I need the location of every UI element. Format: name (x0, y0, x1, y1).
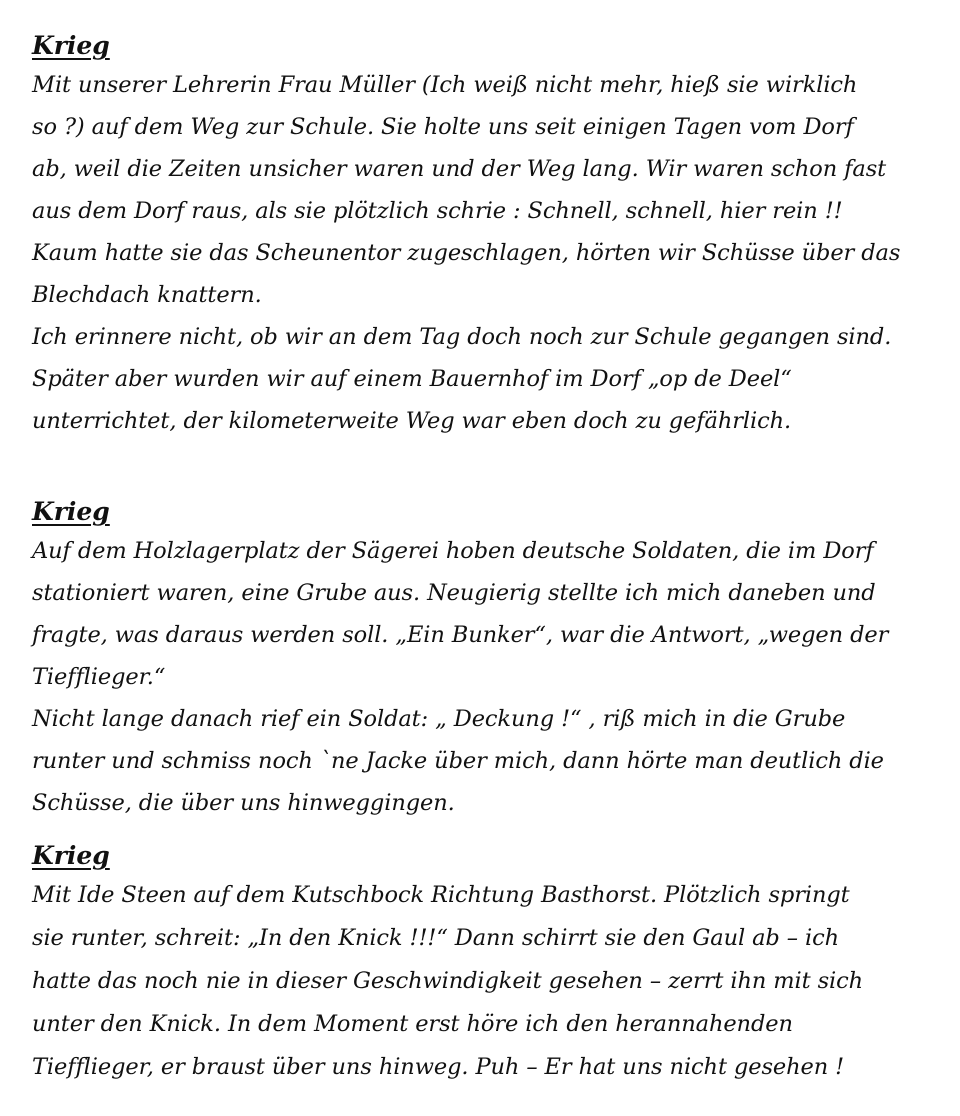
text-line: Tiefflieger, er braust über uns hinweg. Puh – Er hat uns nicht gesehen ! (32, 1054, 845, 1080)
text-line: Kaum hatte sie das Scheunentor zugeschlagen, hörten wir Schüsse über das (32, 240, 901, 266)
text-line: unter den Knick. In dem Moment erst höre ich den herannahenden (32, 1011, 793, 1037)
text-line: fragte, was daraus werden soll. „Ein Bunker“, war die Antwort, „wegen der (32, 622, 889, 648)
story-section-1 (32, 28, 932, 442)
story-section-2 (32, 494, 932, 824)
text-line: Blechdach knattern. (32, 282, 262, 308)
text-line: Tiefflieger.“ (32, 664, 166, 690)
text-line: aus dem Dorf raus, als sie plötzlich schrie : Schnell, schnell, hier rein !! (32, 198, 843, 224)
text-line: Ich erinnere nicht, ob wir an dem Tag doch noch zur Schule gegangen sind. (32, 324, 892, 350)
text-line: runter und schmiss noch `ne Jacke über mich, dann hörte man deutlich die (32, 748, 884, 774)
story-section-3 (32, 838, 932, 1089)
text-line: Mit unserer Lehrerin Frau Müller (Ich weiß nicht mehr, hieß sie wirklich (32, 72, 858, 98)
text-line: Schüsse, die über uns hinweggingen. (32, 790, 455, 816)
text-line: unterrichtet, der kilometerweite Weg war eben doch zu gefährlich. (32, 408, 792, 434)
section-heading: Krieg (32, 841, 110, 870)
text-line: Auf dem Holzlagerplatz der Sägerei hoben deutsche Soldaten, die im Dorf (32, 538, 874, 564)
text-line: so ?) auf dem Weg zur Schule. Sie holte uns seit einigen Tagen vom Dorf (32, 114, 854, 140)
text-line: Nicht lange danach rief ein Soldat: „ Deckung !“ , riß mich in die Grube (32, 706, 846, 732)
text-line: hatte das noch nie in dieser Geschwindigkeit gesehen – zerrt ihn mit sich (32, 968, 864, 994)
text-line: ab, weil die Zeiten unsicher waren und der Weg lang. Wir waren schon fast (32, 156, 887, 182)
text-line: Später aber wurden wir auf einem Bauernhof im Dorf „op de Deel“ (32, 366, 792, 392)
section-heading: Krieg (32, 31, 110, 60)
text-line: Mit Ide Steen auf dem Kutschbock Richtung Basthorst. Plötzlich springt (32, 882, 850, 908)
text-line: sie runter, schreit: „In den Knick !!!“ Dann schirrt sie den Gaul ab – ich (32, 925, 839, 951)
text-line: stationiert waren, eine Grube aus. Neugierig stellte ich mich daneben und (32, 580, 876, 606)
section-heading: Krieg (32, 497, 110, 526)
